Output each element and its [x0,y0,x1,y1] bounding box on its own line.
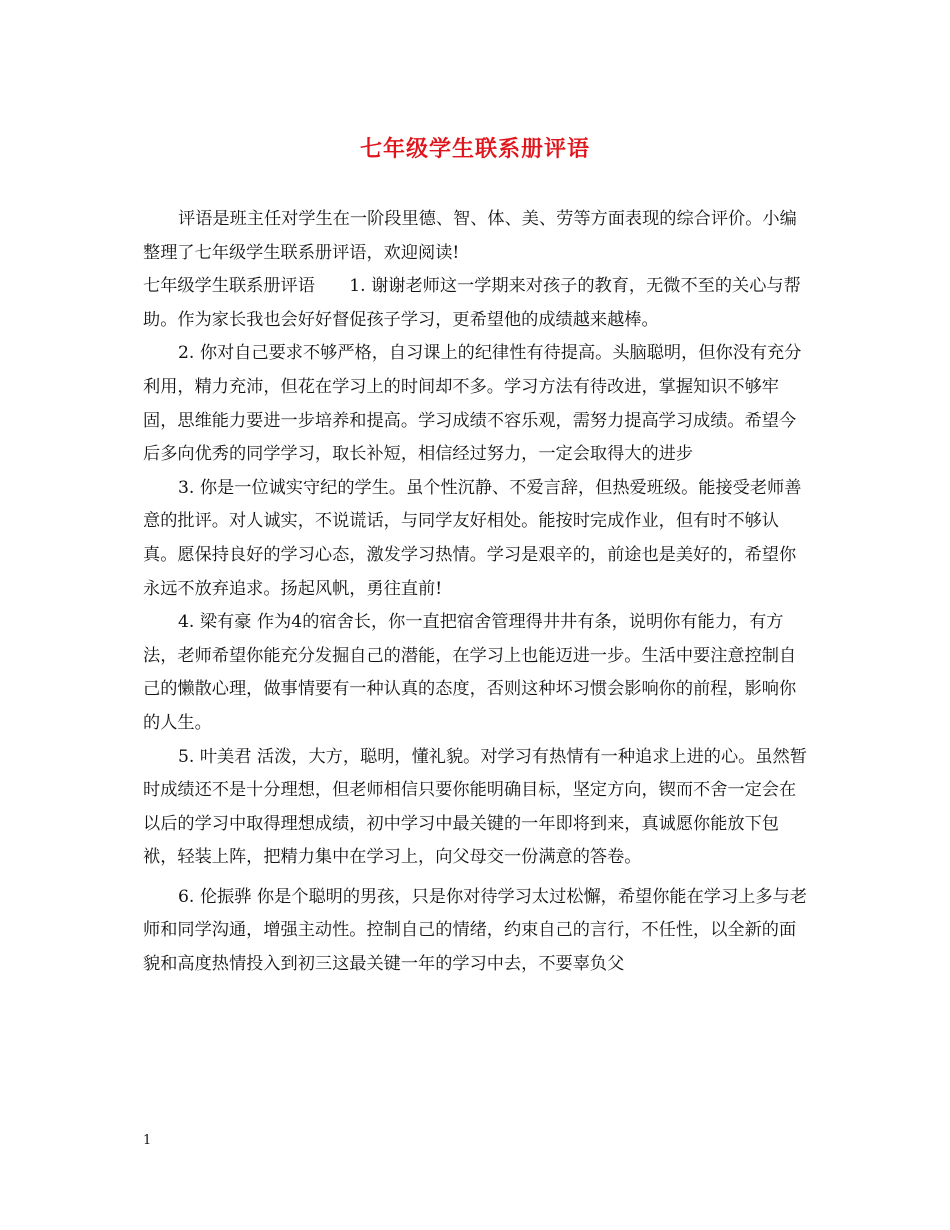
comment-paragraph-5: 5. 叶美君 活泼，大方，聪明，懂礼貌。对学习有热情有一种追求上进的心。虽然暂时成绩还不是十分理想，但老师相信只要你能明确目标，坚定方向，锲而不舍一定会在以后的学习中取得理想成绩，初中学习中最关键的一年即将到来，真诚愿你能放下包袱，轻装上阵，把精力集中在学习上，向父母交一份满意的答卷。 [143,746,807,868]
page-number: 1 [143,1133,152,1148]
comment-paragraph-1: 七年级学生联系册评语 1. 谢谢老师这一学期来对孩子的教育，无微不至的关心与帮助。作为家长我也会好好督促孩子学习，更希望他的成绩越来越棒。 [143,276,801,330]
document-title: 七年级学生联系册评语 [359,136,590,162]
comment-paragraph-3: 3. 你是一位诚实守纪的学生。虽个性沉静、不爱言辞，但热爱班级。能接受老师善意的批评。对人诚实，不说谎话，与同学友好相处。能按时完成作业，但有时不够认真。愿保持良好的学习心态，激发学习热情。学习是艰辛的，前途也是美好的，希望你永远不放弃追求。扬起风帆，勇往直前! [143,477,802,599]
comment-paragraph-2: 2. 你对自己要求不够严格，自习课上的纪律性有待提高。头脑聪明，但你没有充分利用，精力充沛，但花在学习上的时间却不多。学习方法有待改进，掌握知识不够牢固，思维能力要进一步培养和提高。学习成绩不容乐观，需努力提高学习成绩。希望今后多向优秀的同学学习，取长补短，相信经过努力，一定会取得大的进步 [143,343,802,465]
document-body [143,203,811,982]
intro-paragraph: 评语是班主任对学生在一阶段里德、智、体、美、劳等方面表现的综合评价。小编整理了七年级学生联系册评语，欢迎阅读! [143,209,797,263]
comment-paragraph-4: 4. 梁有豪 作为4的宿舍长，你一直把宿舍管理得井井有条，说明你有能力，有方法，老师希望你能充分发掘自己的潜能，在学习上也能迈进一步。生活中要注意控制自己的懒散心理，做事情要有一种认真的态度，否则这种坏习惯会影响你的前程，影响你的人生。 [143,612,797,733]
comment-paragraph-6: 6. 伦振骅 你是个聪明的男孩，只是你对待学习太过松懈，希望你能在学习上多与老师和同学沟通，增强主动性。控制自己的情绪，约束自己的言行，不任性，以全新的面貌和高度热情投入到初三这最关键一年的学习中去，不要辜负父 [143,886,807,975]
